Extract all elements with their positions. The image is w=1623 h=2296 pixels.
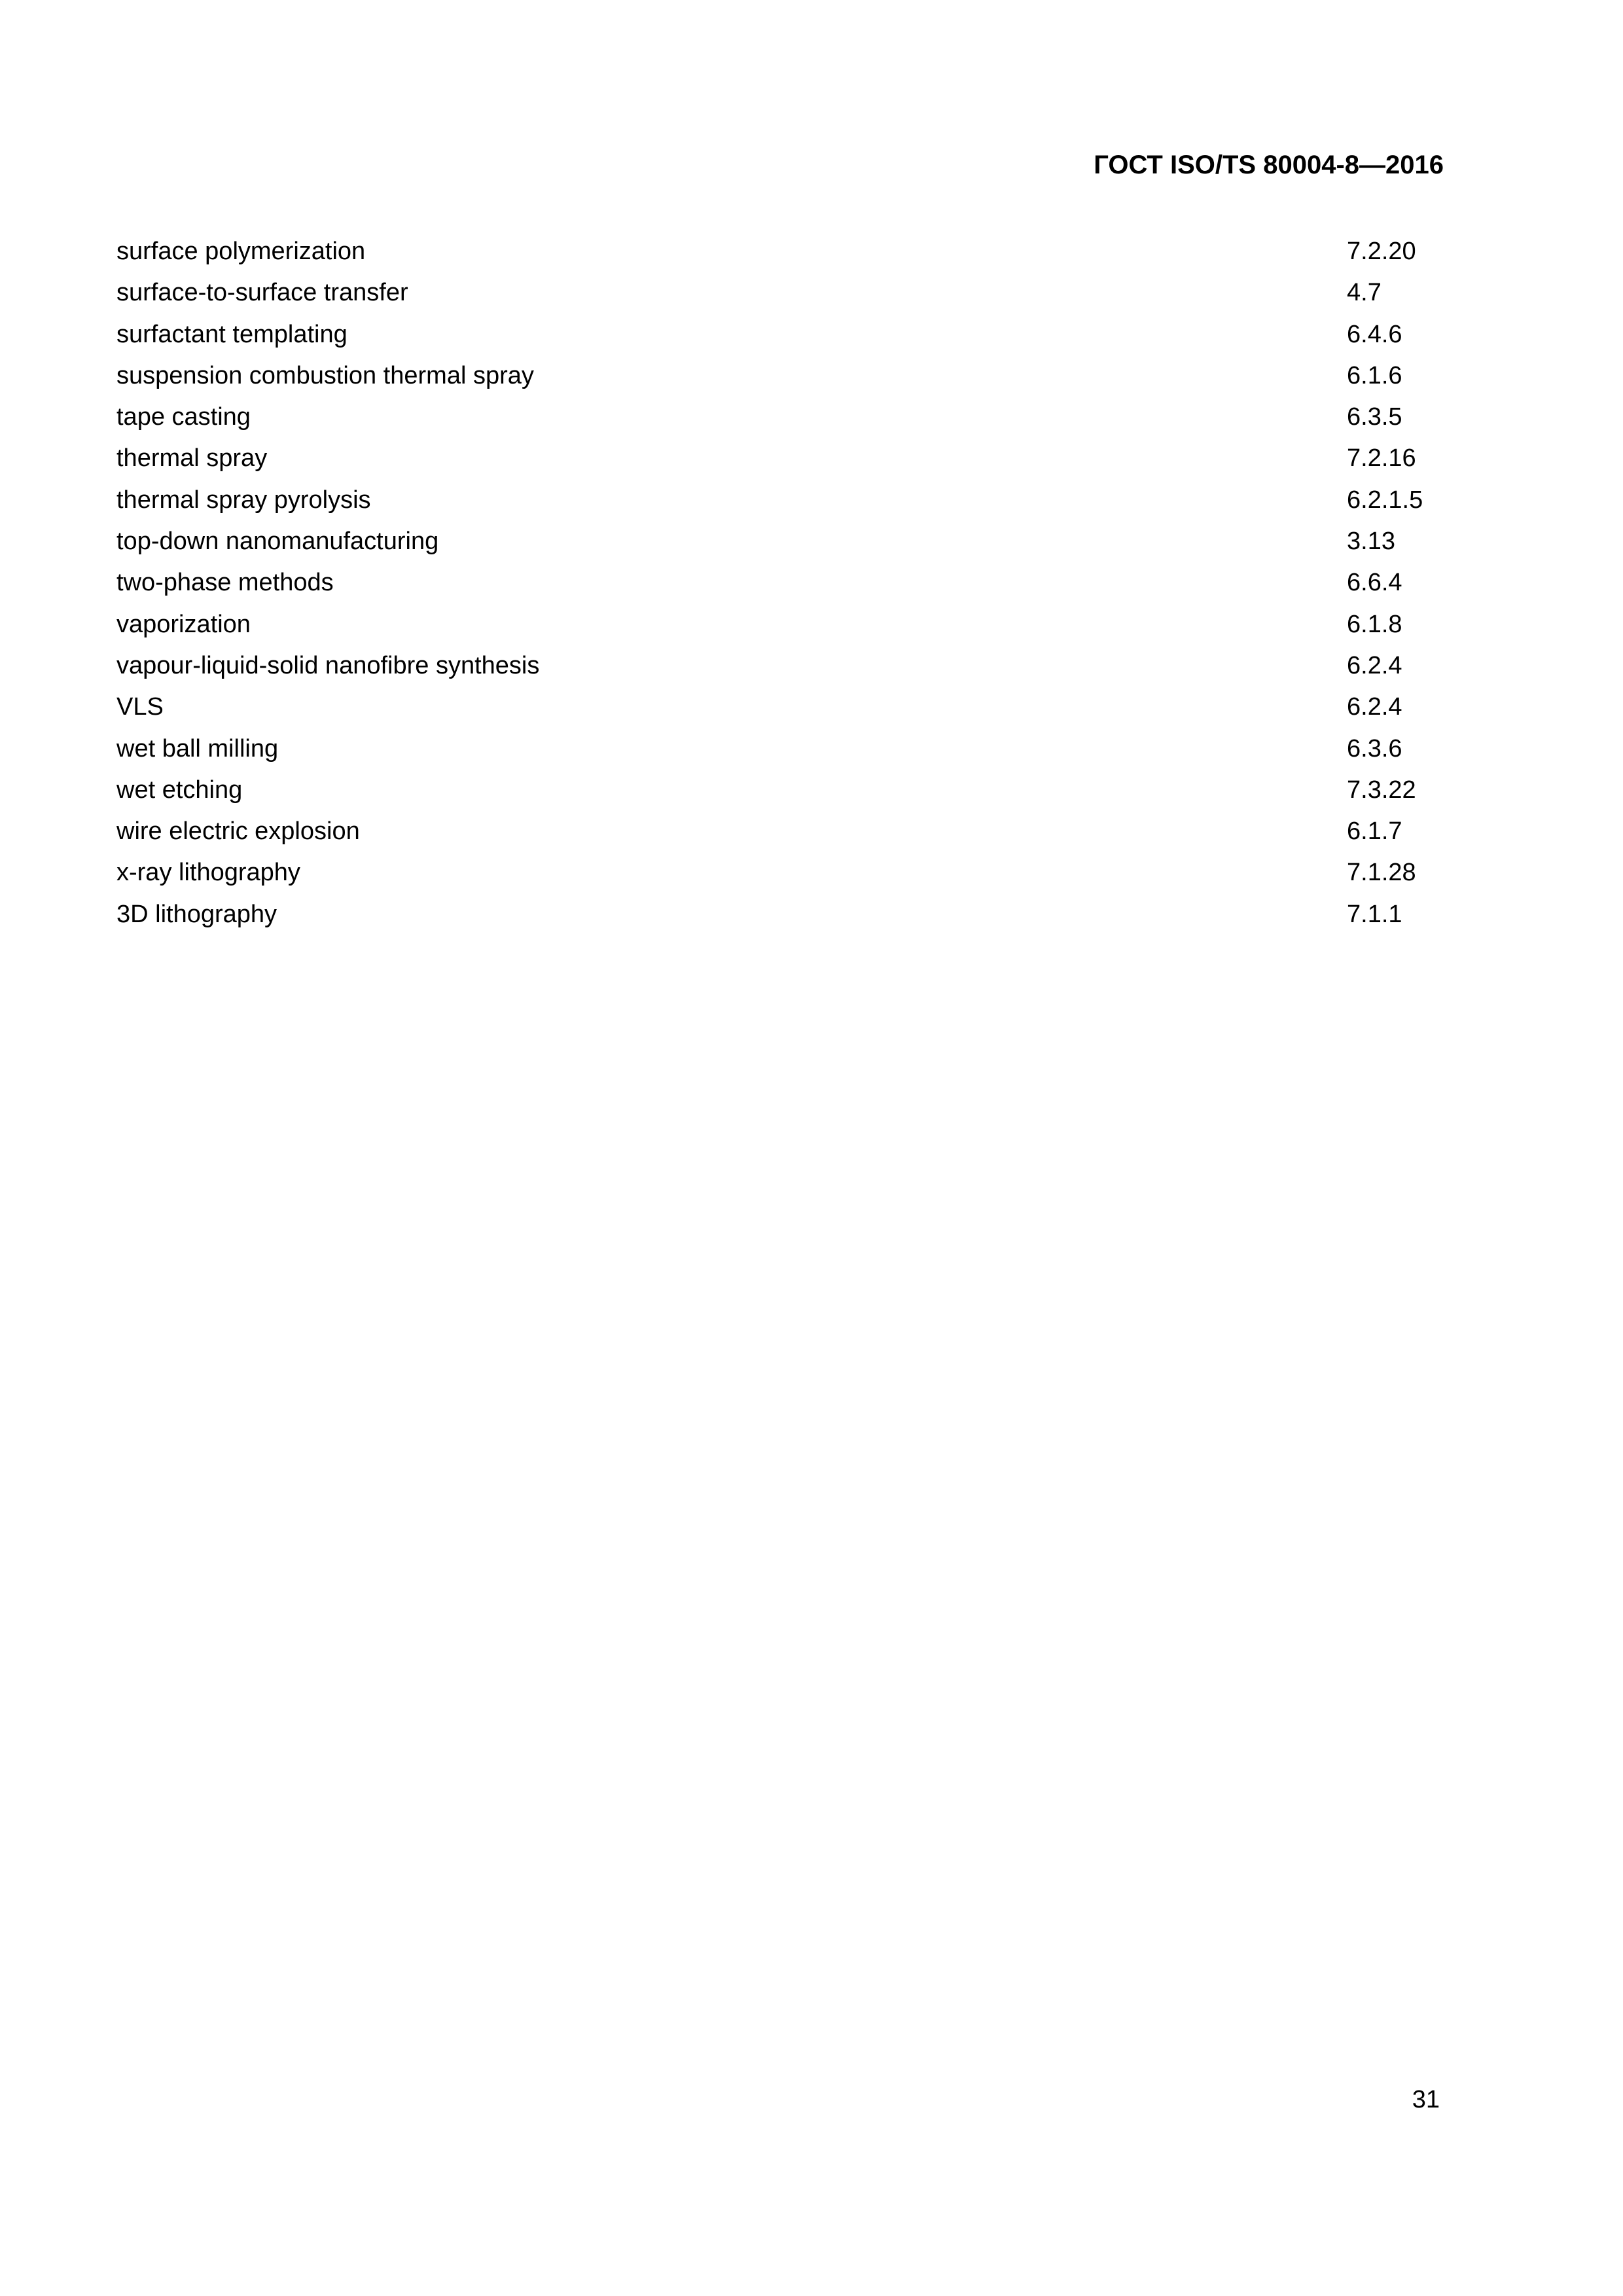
index-ref: 6.2.1.5 bbox=[1347, 486, 1423, 514]
index-term: 3D lithography bbox=[116, 900, 277, 928]
index-entry bbox=[116, 523, 1458, 564]
index-entry bbox=[116, 730, 1458, 772]
index-ref: 3.13 bbox=[1347, 528, 1395, 556]
index-ref: 7.2.20 bbox=[1347, 238, 1416, 265]
index-entry bbox=[116, 647, 1458, 689]
index-term: wet etching bbox=[116, 776, 243, 804]
index-ref: 6.6.4 bbox=[1347, 569, 1402, 597]
index-ref: 6.4.6 bbox=[1347, 320, 1402, 348]
index-ref: 6.2.4 bbox=[1347, 651, 1402, 679]
document-id: ГОСТ ISO/TS 80004-8—2016 bbox=[1094, 151, 1444, 179]
index-term: VLS bbox=[116, 693, 164, 721]
index-entry bbox=[116, 399, 1458, 440]
index-entry bbox=[116, 772, 1458, 813]
index-term: surface-to-surface transfer bbox=[116, 279, 408, 307]
index-ref: 6.1.8 bbox=[1347, 610, 1402, 638]
index-entry bbox=[116, 357, 1458, 399]
index-entry bbox=[116, 606, 1458, 647]
index-entry bbox=[116, 854, 1458, 895]
index-ref: 6.1.7 bbox=[1347, 817, 1402, 846]
index-entry bbox=[116, 564, 1458, 605]
index-term: wire electric explosion bbox=[116, 817, 360, 846]
term-index bbox=[116, 233, 1458, 937]
index-ref: 7.1.1 bbox=[1347, 900, 1402, 928]
index-term: two-phase methods bbox=[116, 569, 334, 597]
index-entry bbox=[116, 316, 1458, 357]
index-entry bbox=[116, 813, 1458, 854]
index-ref: 6.2.4 bbox=[1347, 693, 1402, 721]
index-term: suspension combustion thermal spray bbox=[116, 361, 534, 389]
index-entry bbox=[116, 440, 1458, 481]
index-ref: 7.2.16 bbox=[1347, 444, 1416, 473]
index-term: surface polymerization bbox=[116, 238, 366, 265]
index-ref: 6.1.6 bbox=[1347, 361, 1402, 389]
index-term: vapour-liquid-solid nanofibre synthesis bbox=[116, 651, 540, 679]
index-ref: 7.3.22 bbox=[1347, 776, 1416, 804]
index-entry bbox=[116, 482, 1458, 523]
index-term: wet ball milling bbox=[116, 734, 279, 762]
index-ref: 6.3.5 bbox=[1347, 403, 1402, 431]
index-term: top-down nanomanufacturing bbox=[116, 528, 439, 556]
index-term: tape casting bbox=[116, 403, 251, 431]
index-ref: 7.1.28 bbox=[1347, 859, 1416, 887]
index-term: x-ray lithography bbox=[116, 859, 300, 887]
index-term: vaporization bbox=[116, 610, 251, 638]
document-header bbox=[1094, 147, 1444, 183]
index-entry bbox=[116, 274, 1458, 315]
index-entry bbox=[116, 896, 1458, 937]
index-term: thermal spray bbox=[116, 444, 268, 473]
index-ref: 4.7 bbox=[1347, 279, 1382, 307]
index-term: thermal spray pyrolysis bbox=[116, 486, 371, 514]
index-term: surfactant templating bbox=[116, 320, 348, 348]
index-entry bbox=[116, 689, 1458, 730]
index-entry bbox=[116, 233, 1458, 274]
index-ref: 6.3.6 bbox=[1347, 734, 1402, 762]
page-number: 31 bbox=[1412, 2086, 1440, 2113]
